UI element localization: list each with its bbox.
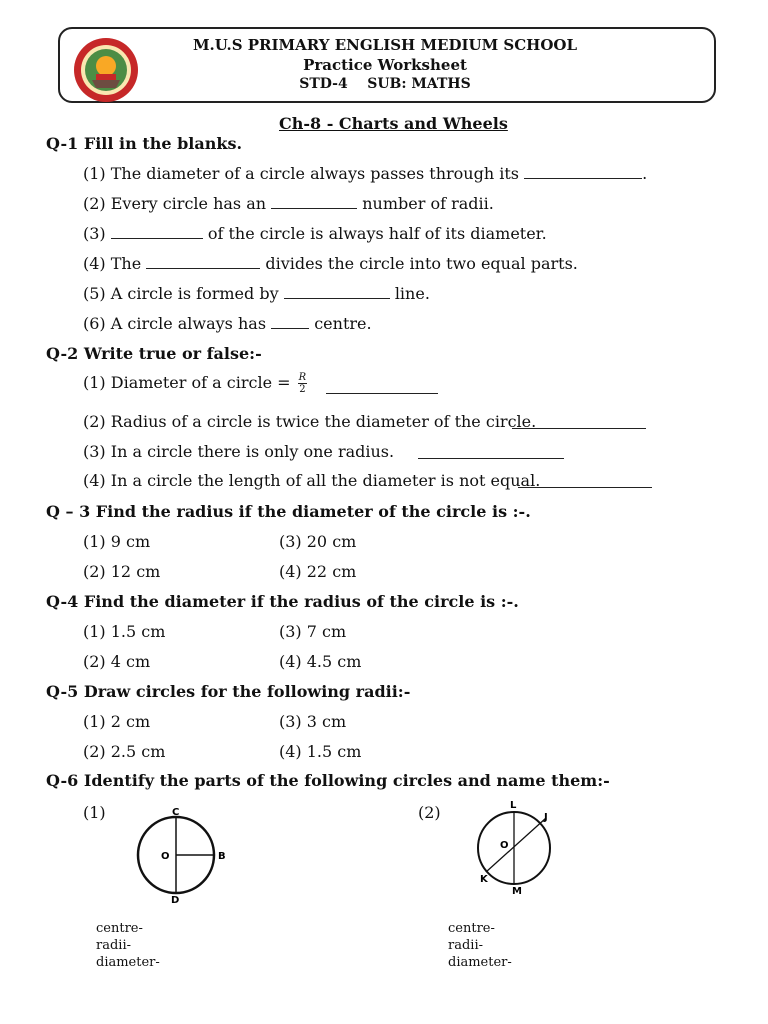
answer-radii-1: radii- bbox=[96, 938, 131, 953]
blank-line bbox=[512, 414, 646, 429]
label-o: O bbox=[161, 851, 170, 862]
blank-line bbox=[284, 284, 390, 299]
label-o: O bbox=[500, 840, 509, 851]
q2-item: (3) In a circle there is only one radius. bbox=[83, 442, 395, 461]
q1-item: (2) Every circle has an number of radii. bbox=[83, 194, 494, 213]
q2-item: (1) Diameter of a circle = $\frac{R}{2}$ bbox=[83, 372, 307, 395]
blank-line bbox=[271, 194, 357, 209]
q2-item: (2) Radius of a circle is twice the diameter of the circle. bbox=[83, 412, 537, 431]
label-d: D bbox=[171, 895, 180, 905]
answer-diameter-2: diameter- bbox=[448, 955, 512, 970]
school-name: M.U.S PRIMARY ENGLISH MEDIUM SCHOOL bbox=[192, 36, 578, 54]
blank-line bbox=[271, 314, 309, 329]
worksheet-title: Practice Worksheet bbox=[303, 56, 467, 74]
q1-title: Q-1 Fill in the blanks. bbox=[46, 134, 243, 153]
chord-jk bbox=[486, 818, 546, 872]
answer-centre-1: centre- bbox=[96, 921, 143, 936]
q4-title: Q-4 Find the diameter if the radius of the circle is :-. bbox=[46, 592, 519, 611]
label-m: M bbox=[512, 886, 522, 897]
school-emblem-icon bbox=[72, 36, 140, 104]
circle-figure-1 bbox=[130, 805, 240, 905]
q4-option: (2) 4 cm bbox=[83, 652, 151, 671]
q3-option: (3) 20 cm bbox=[279, 532, 357, 551]
label-c: C bbox=[172, 807, 180, 818]
blank-line bbox=[524, 164, 642, 179]
q3-option: (1) 9 cm bbox=[83, 532, 151, 551]
q6-title: Q-6 Identify the parts of the following circles and name them:- bbox=[46, 771, 610, 790]
q3-option: (2) 12 cm bbox=[83, 562, 161, 581]
q4-option: (1) 1.5 cm bbox=[83, 622, 166, 641]
figure-2-number: (2) bbox=[418, 803, 441, 822]
q5-option: (1) 2 cm bbox=[83, 712, 151, 731]
label-j: J bbox=[544, 812, 548, 823]
answer-centre-2: centre- bbox=[448, 921, 495, 936]
blank-line bbox=[111, 224, 203, 239]
std-label: STD-4 bbox=[299, 76, 348, 92]
q2-title: Q-2 Write true or false:- bbox=[46, 344, 262, 363]
figure-1-number: (1) bbox=[83, 803, 106, 822]
q1-item: (1) The diameter of a circle always passes through its . bbox=[83, 164, 648, 183]
std-subject-line bbox=[150, 76, 620, 92]
q3-option: (4) 22 cm bbox=[279, 562, 357, 581]
q4-option: (3) 7 cm bbox=[279, 622, 347, 641]
answer-diameter-1: diameter- bbox=[96, 955, 160, 970]
q3-title: Q – 3 Find the radius if the diameter of the circle is :-. bbox=[46, 502, 531, 521]
label-l: L bbox=[510, 800, 517, 811]
q5-title: Q-5 Draw circles for the following radii:- bbox=[46, 682, 411, 701]
blank-line bbox=[518, 473, 652, 488]
q5-option: (3) 3 cm bbox=[279, 712, 347, 731]
q1-item: (6) A circle always has centre. bbox=[83, 314, 372, 333]
blank-line bbox=[326, 379, 438, 394]
blank-line bbox=[418, 444, 564, 459]
q1-item: (5) A circle is formed by line. bbox=[83, 284, 430, 303]
label-b: B bbox=[218, 851, 226, 862]
label-k: K bbox=[480, 874, 488, 885]
blank-line bbox=[146, 254, 260, 269]
subject-label: SUB: MATHS bbox=[367, 76, 471, 92]
q5-option: (4) 1.5 cm bbox=[279, 742, 362, 761]
q5-option: (2) 2.5 cm bbox=[83, 742, 166, 761]
q2-item: (4) In a circle the length of all the diameter is not equal. bbox=[83, 471, 541, 490]
circle-figure-2 bbox=[474, 796, 564, 898]
q1-item: (3) of the circle is always half of its diameter. bbox=[83, 224, 547, 243]
q4-option: (4) 4.5 cm bbox=[279, 652, 362, 671]
answer-radii-2: radii- bbox=[448, 938, 483, 953]
chapter-title: Ch-8 - Charts and Wheels bbox=[279, 114, 508, 133]
q1-item: (4) The divides the circle into two equal parts. bbox=[83, 254, 578, 273]
fraction-r-over-2: $\frac{R}{2}$ bbox=[298, 372, 307, 395]
